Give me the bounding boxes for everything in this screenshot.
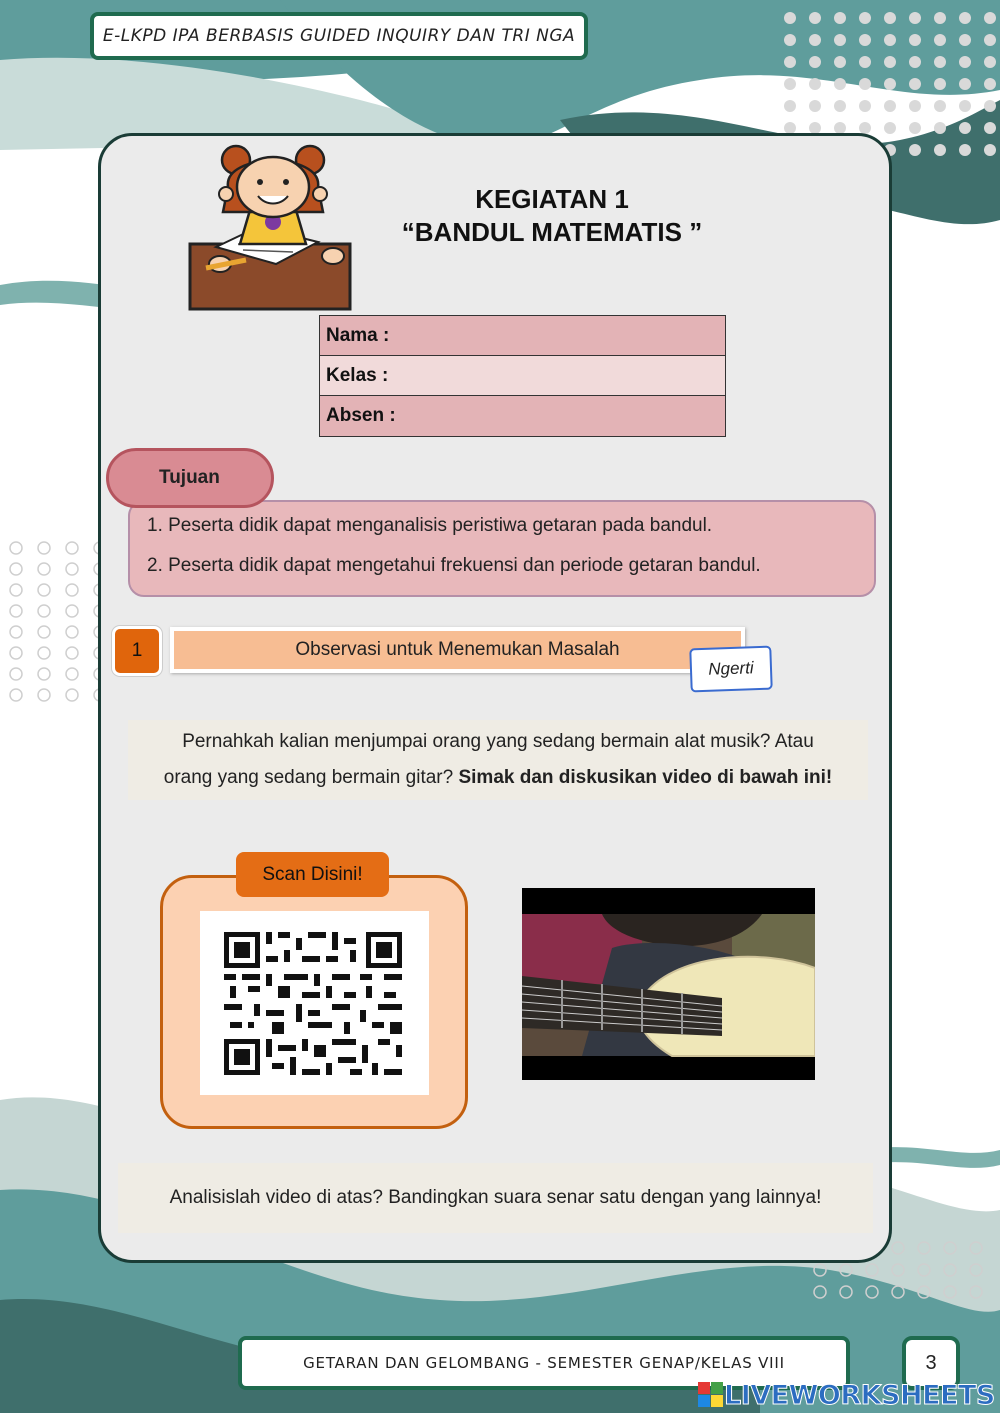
activity-title: KEGIATAN 1: [475, 184, 629, 214]
step-title: Observasi untuk Menemukan Masalah: [295, 639, 620, 660]
identity-table: [319, 315, 726, 437]
absent-field[interactable]: [320, 396, 725, 436]
step-number-badge: [112, 626, 162, 676]
video-player[interactable]: [522, 888, 815, 1080]
scan-label: Scan Disini!: [262, 863, 363, 885]
liveworksheets-brand: LIVEWORKSHEETS: [724, 1379, 995, 1411]
activity-subtitle: “BANDUL MATEMATIS ”: [401, 217, 703, 247]
qr-code-icon: [200, 911, 429, 1095]
document-header-title: E-LKPD IPA BERBASIS GUIDED INQUIRY DAN TRI NGA: [102, 26, 576, 46]
step-title-bar: [170, 627, 745, 673]
document-header: [90, 12, 588, 60]
goals-tab-label: Tujuan: [159, 467, 220, 488]
name-field[interactable]: [320, 316, 725, 356]
analysis-prompt: Analisislah video di atas? Bandingkan suara senar satu dengan yang lainnya!: [169, 1187, 822, 1208]
footer-text: GETARAN DAN GELOMBANG - SEMESTER GENAP/KELAS VIII: [303, 1354, 785, 1372]
goals-tab: [106, 448, 274, 508]
absent-label: Absen :: [326, 405, 396, 426]
qr-code[interactable]: [200, 911, 429, 1095]
goal-item: 2. Peserta didik dapat mengetahui frekuensi dan periode getaran bandul.: [147, 555, 761, 576]
analysis-prompt-box: [118, 1163, 873, 1233]
answer-dropdown[interactable]: [689, 646, 772, 693]
page-number: 3: [925, 1351, 937, 1374]
step-number: 1: [131, 640, 143, 661]
answer-value: Ngerti: [707, 658, 754, 679]
question-line-2: [128, 767, 868, 789]
goal-item: 1. Peserta didik dapat menganalisis peristiwa getaran pada bandul.: [147, 515, 713, 536]
question-instruction: Simak dan diskusikan video di bawah ini!: [458, 767, 833, 788]
liveworksheets-mark-icon: [698, 1382, 724, 1408]
question-line-1: Pernahkah kalian menjumpai orang yang sedang bermain alat musik? Atau: [182, 731, 814, 752]
scan-label-tab: [236, 852, 389, 897]
class-field[interactable]: [320, 356, 725, 396]
student-writing-illustration: [188, 132, 358, 312]
name-label: Nama :: [326, 324, 390, 346]
class-label: Kelas :: [326, 364, 389, 386]
liveworksheets-logo: [698, 1378, 995, 1412]
question-text: orang yang sedang bermain gitar?: [163, 767, 459, 788]
guitar-video-thumbnail: [522, 888, 815, 1080]
